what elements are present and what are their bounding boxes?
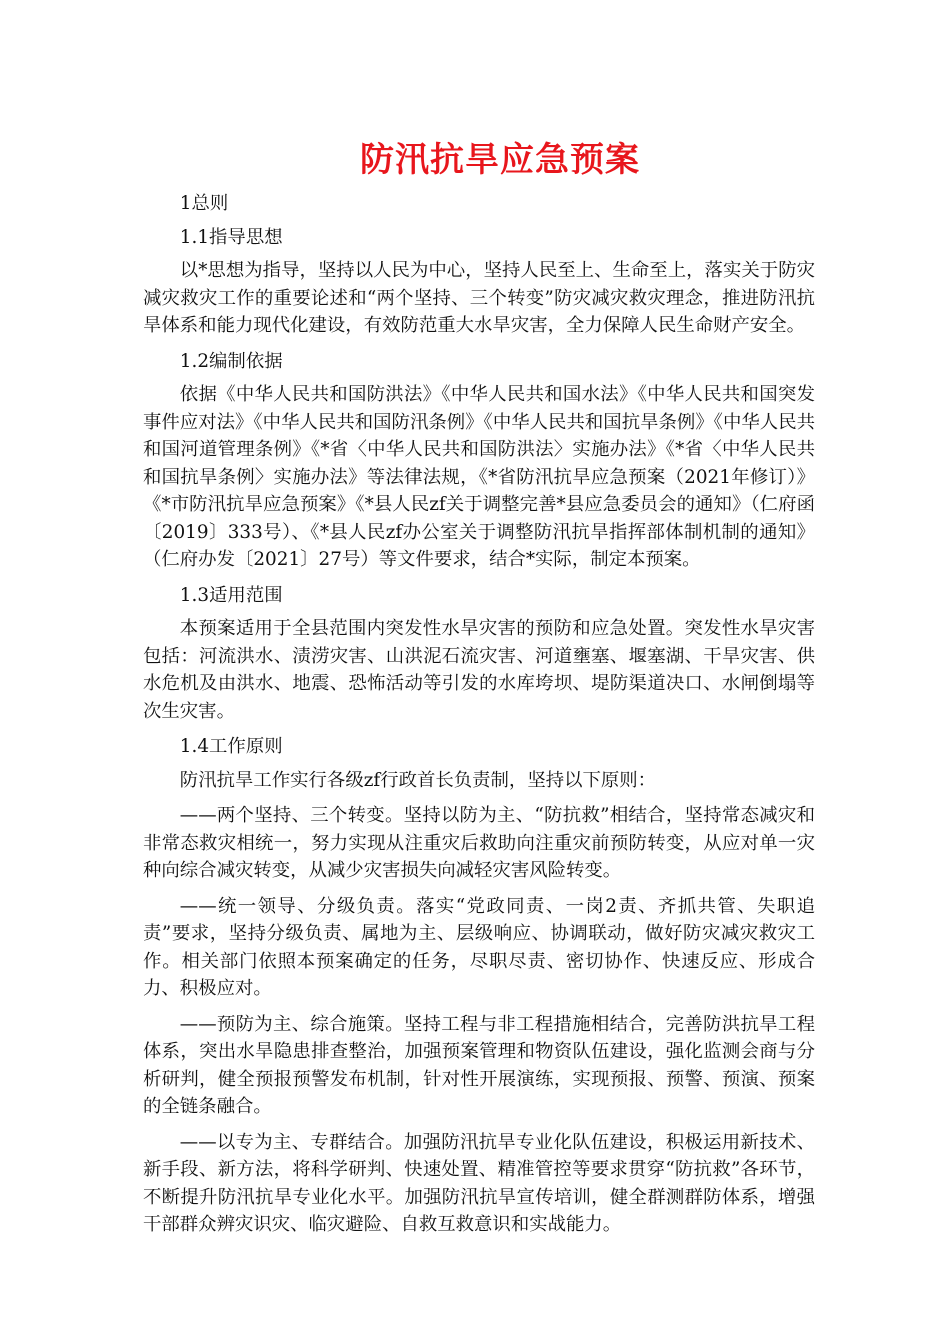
paragraph: ——以专为主、专群结合。加强防汛抗旱专业化队伍建设，积极运用新技术、新手段、新方法，将科学研判、快速处置、精准管控等要求贯穿“防抗救”各环节，不断提升防汛抗旱专业化水平。加强防汛抗旱宣传培训，健全群测群防体系，增强干部群众辨灾识灾、临灾避险、自救互救意识和实战能力。: [143, 1131, 815, 1235]
section-heading: 1总则: [179, 193, 229, 214]
section-heading: 1.4工作原则: [179, 736, 283, 757]
section-guiding-ideology: [143, 224, 815, 340]
section-general: [143, 190, 815, 218]
section-heading: 1.1指导思想: [179, 226, 283, 248]
section-heading: 1.3适用范围: [179, 584, 283, 606]
paragraph: 本预案适用于全县范围内突发性水旱灾害的预防和应急处置。突发性水旱灾害包括：河流洪水、渍涝灾害、山洪泥石流灾害、河道壅塞、堰塞湖、干旱灾害、供水危机及由洪水、地震、恐怖活动等引发的水库垮坝、堤防渠道决口、水闸倒塌等次生灾害。: [143, 618, 815, 722]
document-title: 防汛抗旱应急预案: [360, 140, 640, 180]
section-heading: 1.2编制依据: [179, 350, 283, 372]
section-scope: [143, 582, 815, 726]
paragraph: ——预防为主、综合施策。坚持工程与非工程措施相结合，完善防洪抗旱工程体系，突出水旱隐患排查整治，加强预案管理和物资队伍建设，强化监测会商与分析研判，健全预报预警发布机制，针对性开展演练，实现预报、预警、预演、预案的全链条融合。: [143, 1013, 815, 1117]
paragraph: 依据《中华人民共和国防洪法》《中华人民共和国水法》《中华人民共和国突发事件应对法》《中华人民共和国防汛条例》《中华人民共和国抗旱条例》《中华人民共和国河道管理条例》《*省〈中华人民共和国防洪法〉实施办法》《*省〈中华人民共和国抗旱条例〉实施办法》等法律法规，《*省防汛抗旱应急预案（2021年修订）》《*市防汛抗旱应急预案》《*县人民zf关于调整完善*县应急委员会的通知》（仁府函〔2019〕333号）、《*县人民zf办公室关于调整防汛抗旱指挥部体制机制的通知》（仁府办发〔2021〕27号）等文件要求，结合*实际，制定本预案。: [143, 384, 815, 570]
paragraph: 防汛抗旱工作实行各级zf行政首长负责制，坚持以下原则：: [179, 769, 657, 791]
section-principles: [143, 733, 815, 1239]
paragraph: ——两个坚持、三个转变。坚持以防为主、“防抗救”相结合，坚持常态减灾和非常态救灾相统一，努力实现从注重灾后救助向注重灾前预防转变，从应对单一灾种向综合减灾转变，从减少灾害损失向减轻灾害风险转变。: [143, 805, 815, 881]
paragraph: ——统一领导、分级负责。落实“党政同责、一岗2责、齐抓共管、失职追责”要求，坚持分级负责、属地为主、层级响应、协调联动，做好防灾减灾救灾工作。相关部门依照本预案确定的任务，尽职尽责、密切协作、快速反应、形成合力、积极应对。: [143, 895, 815, 999]
section-basis: [143, 348, 815, 574]
paragraph: 以*思想为指导，坚持以人民为中心，坚持人民至上、生命至上，落实关于防灾减灾救灾工作的重要论述和“两个坚持、三个转变”防灾减灾救灾理念，推进防汛抗旱体系和能力现代化建设，有效防范重大水旱灾害，全力保障人民生命财产安全。: [143, 260, 815, 336]
document-body: [143, 190, 815, 1247]
